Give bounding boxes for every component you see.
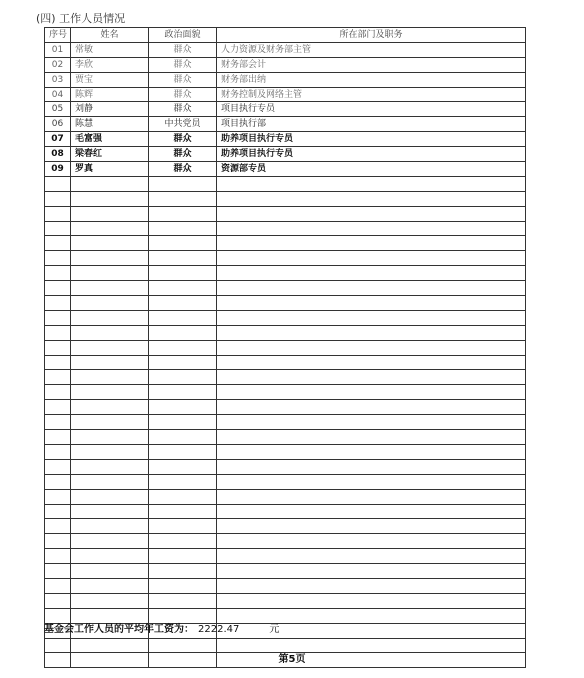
cell-political xyxy=(149,176,217,191)
cell-political xyxy=(149,310,217,325)
cell-political xyxy=(149,564,217,579)
staff-table xyxy=(44,27,526,668)
table-row xyxy=(45,444,526,459)
cell-name xyxy=(71,534,149,549)
cell-name: 罗真 xyxy=(71,162,149,177)
cell-no xyxy=(45,593,71,608)
table-row xyxy=(45,578,526,593)
table-row xyxy=(45,310,526,325)
cell-name xyxy=(71,400,149,415)
cell-political xyxy=(149,206,217,221)
cell-name xyxy=(71,385,149,400)
cell-no xyxy=(45,236,71,251)
cell-dept-role xyxy=(217,370,526,385)
cell-dept-role: 人力资源及财务部主管 xyxy=(217,42,526,57)
cell-political: 群众 xyxy=(149,162,217,177)
average-salary-label: 基金会工作人员的平均年工资为： xyxy=(44,624,194,635)
cell-political xyxy=(149,519,217,534)
cell-dept-role: 财务部会计 xyxy=(217,57,526,72)
average-salary-unit: 元 xyxy=(269,624,280,635)
cell-dept-role xyxy=(217,474,526,489)
table-row xyxy=(45,430,526,445)
cell-dept-role xyxy=(217,206,526,221)
cell-dept-role xyxy=(217,593,526,608)
cell-name: 常敏 xyxy=(71,42,149,57)
cell-no: 02 xyxy=(45,57,71,72)
cell-political: 群众 xyxy=(149,87,217,102)
cell-political xyxy=(149,430,217,445)
section-title: (四) 工作人员情况 xyxy=(36,12,126,25)
cell-name xyxy=(71,459,149,474)
cell-dept-role xyxy=(217,221,526,236)
cell-no xyxy=(45,400,71,415)
table-row xyxy=(45,385,526,400)
cell-political xyxy=(149,340,217,355)
cell-political xyxy=(149,504,217,519)
table-row xyxy=(45,117,526,132)
cell-name: 陈慧 xyxy=(71,117,149,132)
cell-dept-role xyxy=(217,191,526,206)
table-row xyxy=(45,296,526,311)
table-row xyxy=(45,251,526,266)
cell-dept-role xyxy=(217,310,526,325)
cell-name xyxy=(71,430,149,445)
cell-name xyxy=(71,236,149,251)
cell-dept-role: 资源部专员 xyxy=(217,162,526,177)
cell-no: 04 xyxy=(45,87,71,102)
average-salary-value: 2222.47 xyxy=(198,624,240,635)
cell-name xyxy=(71,221,149,236)
cell-political xyxy=(149,578,217,593)
cell-name xyxy=(71,266,149,281)
cell-dept-role xyxy=(217,400,526,415)
table-row xyxy=(45,370,526,385)
table-row xyxy=(45,87,526,102)
cell-no: 08 xyxy=(45,147,71,162)
cell-dept-role: 助养项目执行专员 xyxy=(217,147,526,162)
cell-no xyxy=(45,489,71,504)
table-row xyxy=(45,132,526,147)
cell-dept-role xyxy=(217,534,526,549)
cell-name xyxy=(71,519,149,534)
cell-no: 06 xyxy=(45,117,71,132)
table-row xyxy=(45,176,526,191)
table-row xyxy=(45,281,526,296)
cell-no xyxy=(45,281,71,296)
cell-no xyxy=(45,355,71,370)
cell-dept-role: 助养项目执行专员 xyxy=(217,132,526,147)
cell-no xyxy=(45,474,71,489)
cell-no xyxy=(45,534,71,549)
table-header-row xyxy=(45,28,526,43)
cell-no xyxy=(45,578,71,593)
cell-dept-role xyxy=(217,266,526,281)
cell-political xyxy=(149,325,217,340)
table-row xyxy=(45,340,526,355)
cell-political xyxy=(149,266,217,281)
cell-no: 05 xyxy=(45,102,71,117)
table-row xyxy=(45,57,526,72)
cell-political xyxy=(149,444,217,459)
cell-dept-role xyxy=(217,325,526,340)
cell-name xyxy=(71,474,149,489)
cell-name: 毛富强 xyxy=(71,132,149,147)
cell-dept-role xyxy=(217,459,526,474)
cell-no xyxy=(45,191,71,206)
cell-dept-role: 项目执行部 xyxy=(217,117,526,132)
cell-name xyxy=(71,281,149,296)
cell-no xyxy=(45,296,71,311)
cell-political: 群众 xyxy=(149,102,217,117)
cell-dept-role xyxy=(217,281,526,296)
cell-political xyxy=(149,593,217,608)
cell-political xyxy=(149,355,217,370)
cell-no xyxy=(45,176,71,191)
cell-name xyxy=(71,176,149,191)
cell-name xyxy=(71,310,149,325)
cell-no xyxy=(45,564,71,579)
table-row xyxy=(45,474,526,489)
cell-dept-role xyxy=(217,430,526,445)
table-row xyxy=(45,266,526,281)
cell-political: 群众 xyxy=(149,57,217,72)
cell-dept-role xyxy=(217,236,526,251)
table-row xyxy=(45,236,526,251)
cell-dept-role xyxy=(217,519,526,534)
cell-name xyxy=(71,415,149,430)
cell-dept-role xyxy=(217,340,526,355)
cell-political xyxy=(149,459,217,474)
table-row xyxy=(45,102,526,117)
cell-name: 刘静 xyxy=(71,102,149,117)
table-row xyxy=(45,206,526,221)
cell-no xyxy=(45,385,71,400)
header-name: 姓名 xyxy=(71,28,149,43)
cell-name xyxy=(71,370,149,385)
cell-no xyxy=(45,340,71,355)
cell-political: 群众 xyxy=(149,42,217,57)
cell-no xyxy=(45,266,71,281)
cell-political: 群众 xyxy=(149,72,217,87)
cell-name xyxy=(71,355,149,370)
table-body xyxy=(45,42,526,667)
cell-name xyxy=(71,251,149,266)
cell-political xyxy=(149,281,217,296)
cell-no xyxy=(45,221,71,236)
table-row xyxy=(45,325,526,340)
cell-no xyxy=(45,504,71,519)
cell-no xyxy=(45,430,71,445)
cell-no xyxy=(45,459,71,474)
table-row xyxy=(45,355,526,370)
cell-political: 中共党员 xyxy=(149,117,217,132)
cell-no xyxy=(45,310,71,325)
cell-political xyxy=(149,221,217,236)
table-row xyxy=(45,191,526,206)
cell-political: 群众 xyxy=(149,132,217,147)
cell-name xyxy=(71,489,149,504)
cell-political xyxy=(149,370,217,385)
cell-no: 03 xyxy=(45,72,71,87)
cell-political: 群众 xyxy=(149,147,217,162)
header-no: 序号 xyxy=(45,28,71,43)
table-row xyxy=(45,162,526,177)
cell-no xyxy=(45,549,71,564)
table-row xyxy=(45,534,526,549)
cell-political xyxy=(149,415,217,430)
cell-no xyxy=(45,206,71,221)
cell-dept-role xyxy=(217,504,526,519)
table-row xyxy=(45,549,526,564)
header-political: 政治面貌 xyxy=(149,28,217,43)
cell-name: 贾宝 xyxy=(71,72,149,87)
cell-name xyxy=(71,549,149,564)
cell-political xyxy=(149,191,217,206)
cell-name xyxy=(71,206,149,221)
table-row xyxy=(45,147,526,162)
table-row xyxy=(45,489,526,504)
cell-name xyxy=(71,191,149,206)
cell-name xyxy=(71,578,149,593)
cell-no xyxy=(45,415,71,430)
cell-dept-role xyxy=(217,355,526,370)
table-row xyxy=(45,400,526,415)
cell-name: 梁春红 xyxy=(71,147,149,162)
cell-dept-role xyxy=(217,549,526,564)
cell-political xyxy=(149,236,217,251)
cell-dept-role xyxy=(217,564,526,579)
cell-name xyxy=(71,444,149,459)
table-row xyxy=(45,72,526,87)
cell-no xyxy=(45,519,71,534)
cell-political xyxy=(149,385,217,400)
cell-no xyxy=(45,444,71,459)
cell-political xyxy=(149,251,217,266)
cell-name xyxy=(71,325,149,340)
table-row xyxy=(45,519,526,534)
cell-dept-role xyxy=(217,385,526,400)
cell-dept-role xyxy=(217,578,526,593)
cell-political xyxy=(149,474,217,489)
cell-no xyxy=(45,251,71,266)
cell-name xyxy=(71,340,149,355)
cell-dept-role xyxy=(217,444,526,459)
cell-political xyxy=(149,400,217,415)
cell-name xyxy=(71,504,149,519)
cell-dept-role: 财务部出纳 xyxy=(217,72,526,87)
cell-name: 陈辉 xyxy=(71,87,149,102)
cell-dept-role xyxy=(217,251,526,266)
table-row xyxy=(45,459,526,474)
cell-dept-role: 项目执行专员 xyxy=(217,102,526,117)
page-number: 第5页 xyxy=(278,654,306,665)
table-row xyxy=(45,504,526,519)
average-salary-line xyxy=(44,620,279,635)
cell-no xyxy=(45,325,71,340)
cell-political xyxy=(149,296,217,311)
cell-name xyxy=(71,296,149,311)
cell-no: 01 xyxy=(45,42,71,57)
cell-political xyxy=(149,534,217,549)
table-row xyxy=(45,593,526,608)
header-dept-role: 所在部门及职务 xyxy=(217,28,526,43)
cell-political xyxy=(149,549,217,564)
cell-no xyxy=(45,370,71,385)
table-row xyxy=(45,415,526,430)
cell-dept-role: 财务控制及网络主管 xyxy=(217,87,526,102)
cell-dept-role xyxy=(217,296,526,311)
table-row xyxy=(45,564,526,579)
cell-name xyxy=(71,564,149,579)
cell-name: 李欣 xyxy=(71,57,149,72)
cell-name xyxy=(71,593,149,608)
cell-no: 07 xyxy=(45,132,71,147)
cell-dept-role xyxy=(217,415,526,430)
table-row xyxy=(45,221,526,236)
cell-dept-role xyxy=(217,176,526,191)
cell-no: 09 xyxy=(45,162,71,177)
cell-dept-role xyxy=(217,489,526,504)
table-row xyxy=(45,42,526,57)
cell-political xyxy=(149,489,217,504)
